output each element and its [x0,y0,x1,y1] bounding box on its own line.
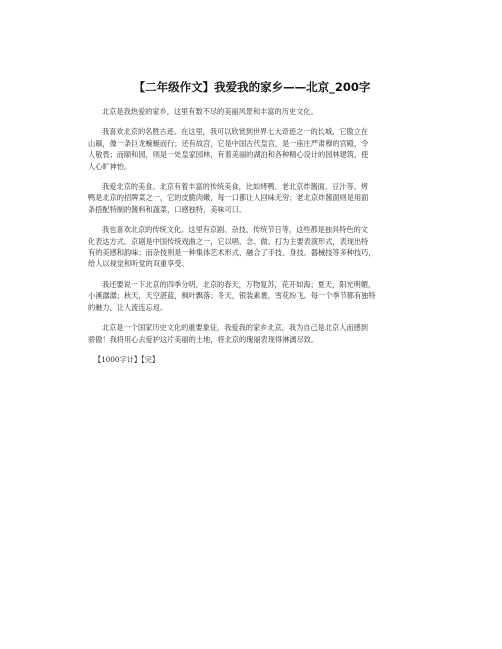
paragraph-line: 化表达方式。京剧是中国传统戏曲之一，它以唱、念、做、打为主要表演形式，表现出特 [88,236,369,246]
paragraph-line: 我还要说一下北京的四季分明。北京的春天，万物复苏，花开如海；夏天，阳光明媚， [102,279,376,289]
document-page [88,80,416,365]
paragraph-line: 山巅，像一条巨龙蜿蜒而行；还有故宫，它是中国古代皇宫，是一座庄严肃穆的宫殿，令 [88,138,369,148]
paragraph-line: 我也喜欢北京的传统文化。这里有京剧、杂技、传统节日等，这些都是独具特色的文 [102,225,368,235]
paragraph-line: 骄傲！我将用心去爱护这片美丽的土地，将北京的瑰丽表现得淋漓尽致。 [88,334,319,344]
paragraph-line: 有的美感和韵味；而杂技则是一种集体艺术形式，融合了手技、身技、器械技等多种技巧， [88,248,376,258]
word-count-footer: 【1000字计】【完】 [94,354,160,364]
document-title: 【二年级作文】我爱我的家乡——北京_200字 [133,80,371,94]
paragraph-line: 的魅力，让人流连忘返。 [88,302,168,312]
paragraph-line: 条搭配特制的酱料和蔬菜，口感独特，美味可口。 [88,204,247,214]
paragraph-landmarks [88,126,416,172]
paragraph-conclusion [88,322,416,345]
paragraph-seasons [88,279,416,313]
paragraph-line: 北京是我热爱的家乡，这里有数不尽的美丽风景和丰富的历史文化。 [102,107,318,116]
paragraph-line: 小溪潺潺；秋天，天空湛蓝，枫叶飘落；冬天，银装素裹，雪花纷飞。每一个季节都有独特 [88,291,376,301]
paragraph-line: 鸭是北京的招牌菜之一，它的皮脆肉嫩，每一口都让人回味无穷；老北京炸酱面则是用面 [88,193,369,203]
paragraph-line: 北京是一个国家历史文化的重要象征，我爱我的家乡北京，我为自己是北京人而感到 [102,323,368,333]
paragraph-culture [88,224,416,270]
paragraph-intro [88,106,416,117]
paragraph-line: 我爱北京的美食。北京有着丰富的传统美食，比如烤鸭、老北京炸酱面、豆汁等。烤 [102,182,368,192]
paragraph-line: 人心旷神怡。 [88,161,132,171]
paragraph-line: 人敬畏；而颐和园，则是一处皇家园林，有着美丽的湖泊和各种精心设计的园林建筑，使 [88,150,369,160]
paragraph-line: 我喜欢北京的名胜古迹。在这里，我可以欣赏到世界七大奇迹之一的长城，它傲立在 [102,127,368,137]
paragraph-food [88,181,416,215]
paragraph-line: 给人以视觉和听觉的双重享受。 [88,259,189,269]
